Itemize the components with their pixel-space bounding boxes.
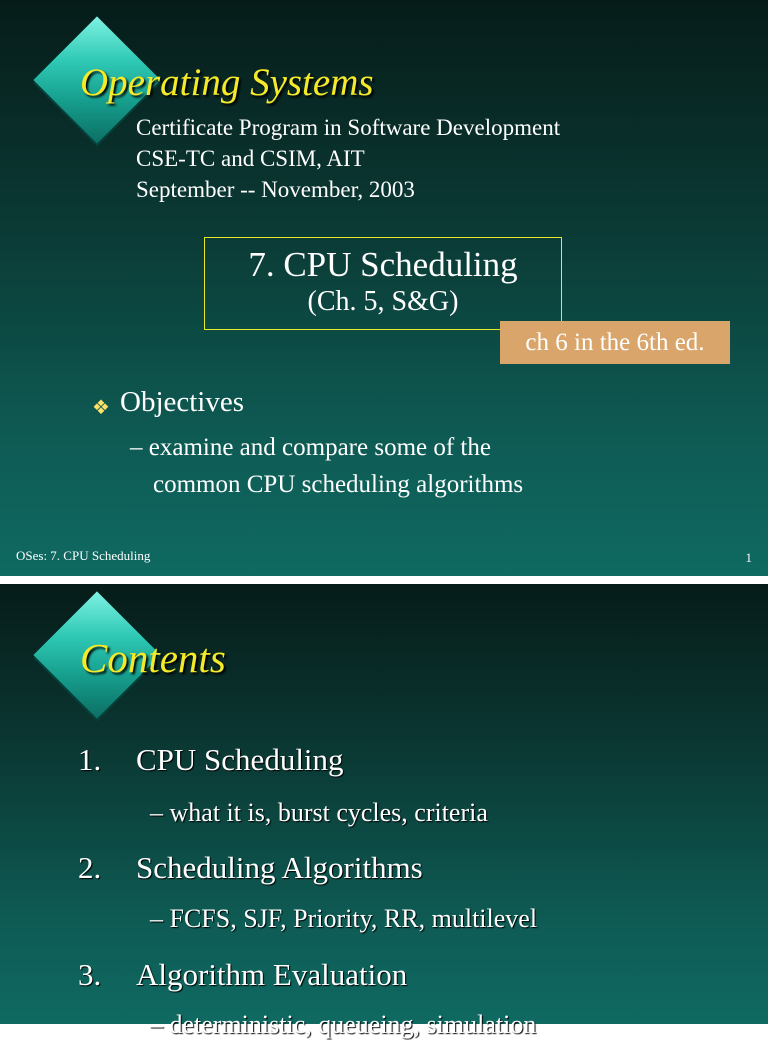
page-number: 1 [745, 550, 752, 565]
contents-item: Algorithm Evaluation [136, 957, 408, 992]
item-number: 1. [78, 742, 102, 777]
slide-title: Operating Systems [80, 61, 374, 104]
slide-2 [0, 584, 768, 1039]
subtitle-line: September -- November, 2003 [136, 177, 415, 202]
item-number: 2. [78, 850, 102, 885]
footer-title: OSes: 7. CPU Scheduling [16, 548, 151, 563]
chapter-subtitle: (Ch. 5, S&G) [307, 286, 459, 317]
chapter-title: 7. CPU Scheduling [248, 245, 518, 284]
contents-item: CPU Scheduling [136, 742, 344, 777]
bullet-icon: ❖ [92, 397, 110, 419]
subtitle-line: CSE-TC and CSIM, AIT [136, 146, 365, 171]
contents-item: Scheduling Algorithms [136, 850, 423, 885]
chapter-box [204, 237, 562, 330]
bullet-objectives: Objectives [120, 386, 245, 418]
objective-text: – examine and compare some of the [130, 434, 491, 461]
contents-subitem: – deterministic, queueing, simulation [150, 1010, 537, 1039]
item-number: 3. [78, 957, 102, 992]
contents-subitem: – FCFS, SJF, Priority, RR, multilevel [150, 904, 538, 933]
edition-note: ch 6 in the 6th ed. [500, 321, 730, 364]
subtitle-line: Certificate Program in Software Development [136, 115, 561, 140]
slide-title: Contents [80, 635, 226, 681]
objective-text: common CPU scheduling algorithms [153, 471, 524, 498]
contents-subitem: – what it is, burst cycles, criteria [150, 798, 488, 827]
